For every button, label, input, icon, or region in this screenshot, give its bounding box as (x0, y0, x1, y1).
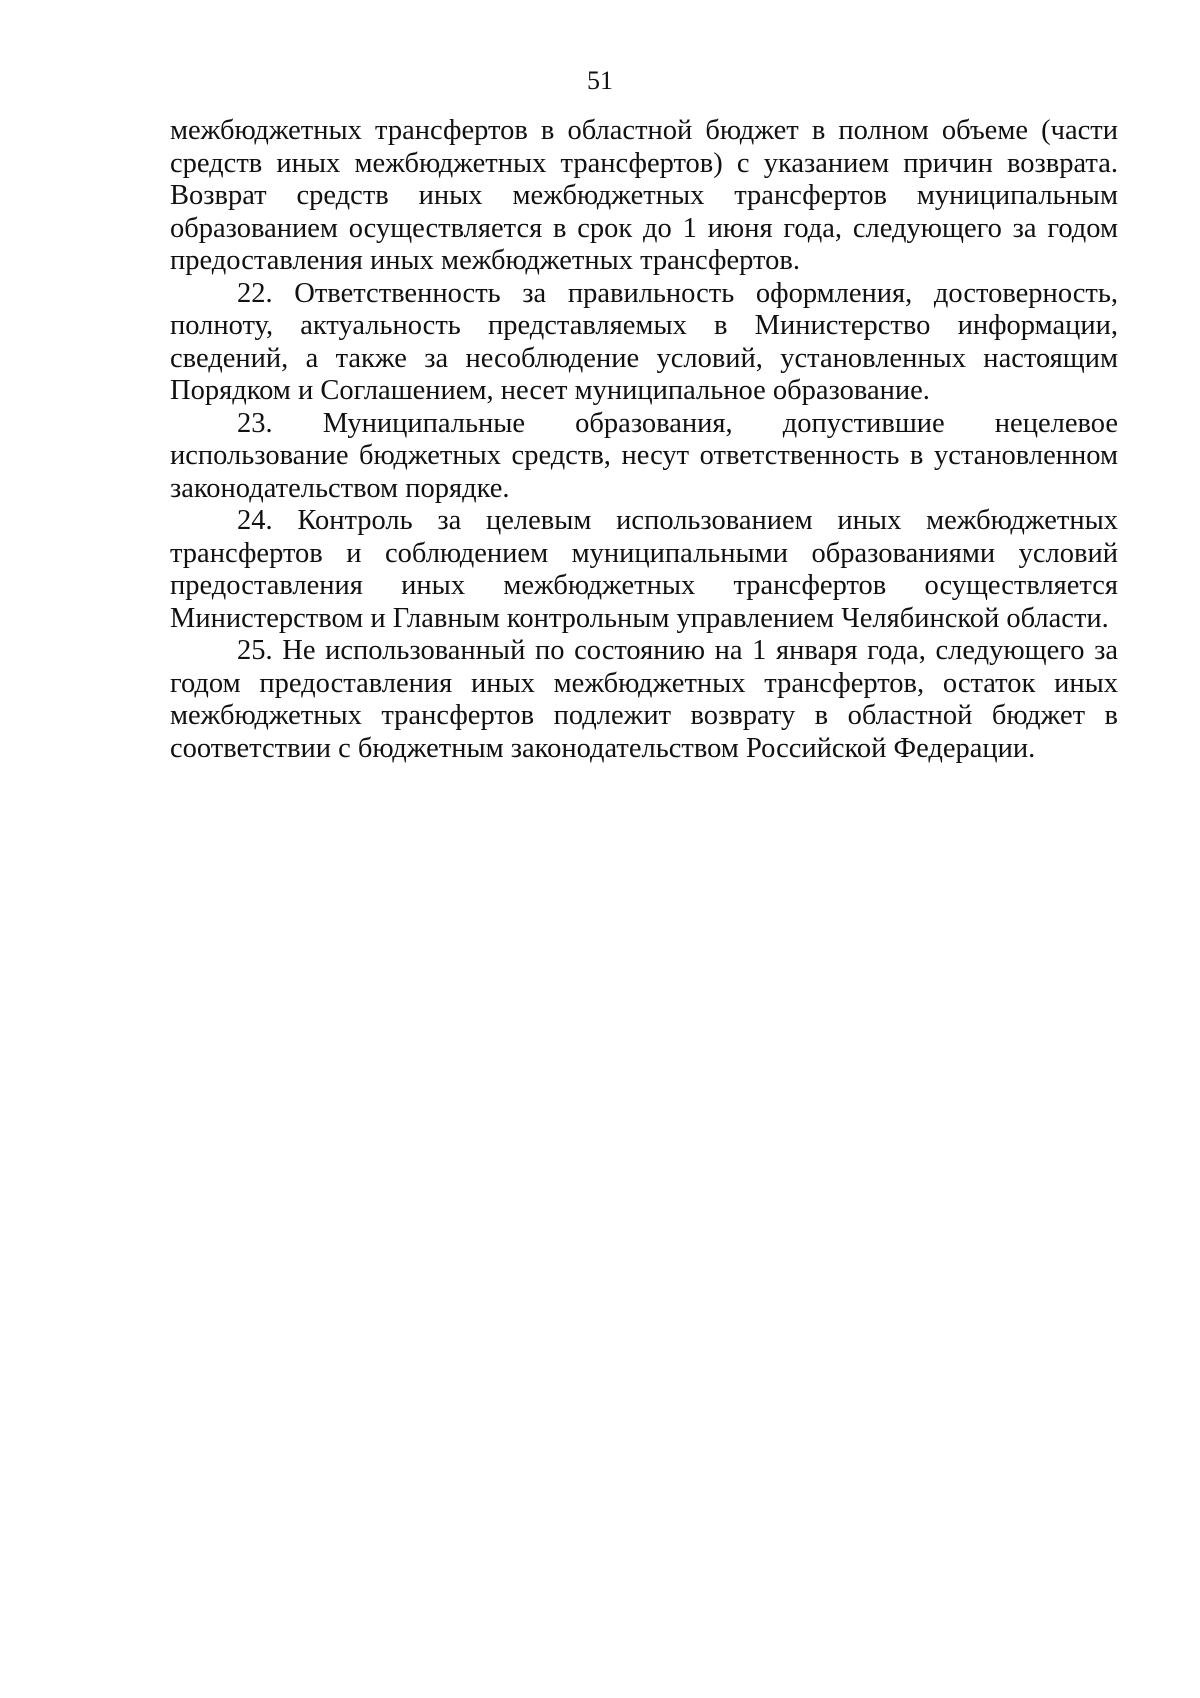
clause-23: 23. Муниципальные образования, допустившие нецелевое использование бюджетных средств, несут ответственность в установленном законодательством порядке. (170, 407, 1118, 504)
page-number: 51 (587, 66, 613, 95)
clause-22: 22. Ответственность за правильность оформления, достоверность, полноту, актуальность представляемых в Министерство информации, сведений, а также за несоблюдение условий, установленных настоящим Порядком и Соглашением, несет муниципальное образование. (170, 277, 1118, 406)
paragraph-continuation: межбюджетных трансфертов в областной бюджет в полном объеме (части средств иных межбюджетных трансфертов) с указанием причин возврата. Возврат средств иных межбюджетных трансфертов муниципальным образованием осуществляется в срок до 1 июня года, следующего за годом предоставления иных межбюджетных трансфертов. (170, 115, 1118, 276)
document-body (170, 115, 1118, 765)
clause-24: 24. Контроль за целевым использованием иных межбюджетных трансфертов и соблюдением муниципальными образованиями условий предоставления иных межбюджетных трансфертов осуществляется Министерством и Главным контрольным управлением Челябинской области. (170, 505, 1118, 634)
clause-25: 25. Не использованный по состоянию на 1 января года, следующего за годом предоставления иных межбюджетных трансфертов, остаток иных межбюджетных трансфертов подлежит возврату в областной бюджет в соответствии с бюджетным законодательством Российской Федерации. (170, 635, 1118, 764)
